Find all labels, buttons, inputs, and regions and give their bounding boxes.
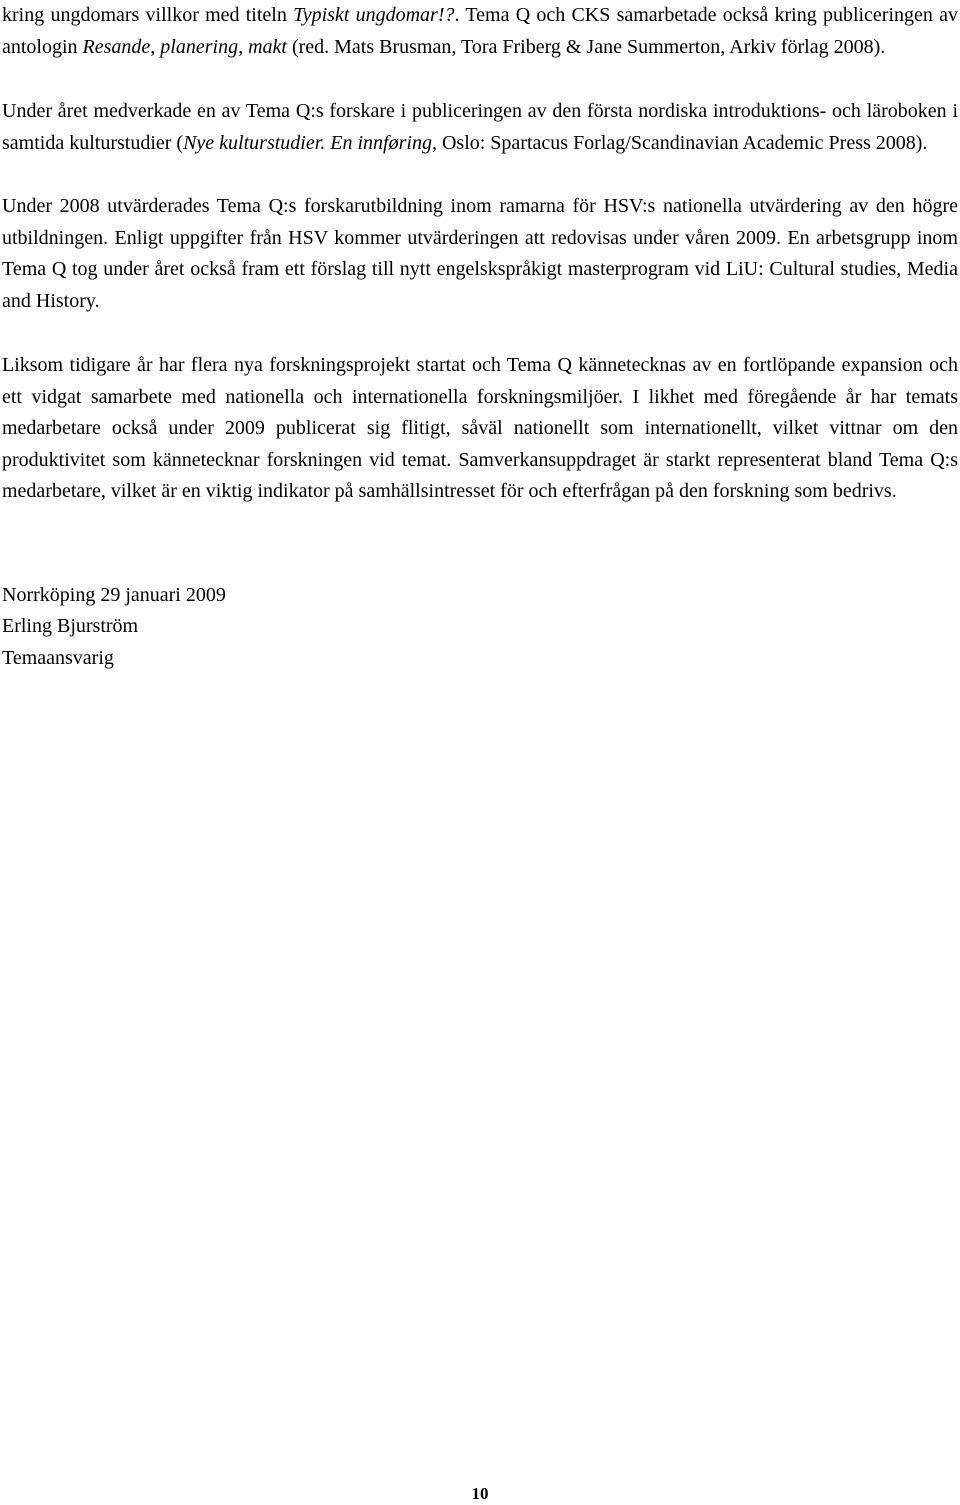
page-number: 10 bbox=[471, 1484, 489, 1503]
signoff-place-date: Norrköping 29 januari 2009 bbox=[2, 583, 226, 606]
title-resande-planering-makt: Resande, planering, makt bbox=[82, 35, 287, 58]
title-nye-kulturstudier: Nye kulturstudier. En innføring bbox=[183, 131, 432, 154]
document-page bbox=[2, 0, 958, 674]
paragraph-utvardering bbox=[2, 191, 958, 317]
paragraph-forskningsprojekt bbox=[2, 350, 958, 508]
paragraph-text: (red. Mats Brusman, Tora Friberg & Jane Summerton, Arkiv förlag 2008). bbox=[286, 35, 886, 58]
paragraph-text: . Tema Q och CKS samarbetade också kring publiceringen av antologin bbox=[2, 4, 959, 58]
paragraph-text: , Oslo: Spartacus Forlag/Scandinavian Academic Press 2008). bbox=[431, 131, 928, 154]
title-typiskt-ungdomar: Typiskt ungdomar!? bbox=[293, 4, 455, 26]
signoff-name: Erling Bjurström bbox=[2, 615, 139, 637]
paragraph-text: Under året medverkade en av Tema Q:s forskare i publiceringen av den första nordiska introduktions- och läroboken i samtida kulturstudier ( bbox=[2, 100, 958, 154]
paragraph-text: kring ungdomars villkor med titeln bbox=[2, 4, 294, 26]
signoff-role: Temaansvarig bbox=[2, 646, 114, 669]
paragraph-text: Under 2008 utvärderades Tema Q:s forskarutbildning inom ramarna för HSV:s nationella utvärdering av den högre utbildningen. Enligt uppgifter från HSV kommer utvärderingen att redovisas under våren 2009. En arbetsgrupp inom Tema Q tog under året också fram ett förslag till nytt engelskspråkigt masterprogram vid LiU: Cultural studies, Media and History. bbox=[2, 195, 958, 312]
signoff-block bbox=[2, 580, 958, 675]
paragraph-larobok bbox=[2, 96, 958, 159]
paragraph-text: Liksom tidigare år har flera nya forskningsprojekt startat och Tema Q kännetecknas av en fortlöpande expansion och ett vidgat samarbete med nationella och internationella forskningsmiljöer. I likhet med föregående år har temats medarbetare också under 2009 publicerat sig flitigt, såväl nationellt som internationellt, vilket vittnar om den produktivitet som kännetecknar forskningen vid temat. Samverkansuppdraget är starkt representerat bland Tema Q:s medarbetare, vilket är en viktig indikator på samhällsintresset för och efterfrågan på den forskning som bedrivs. bbox=[2, 354, 958, 502]
paragraph-antologi bbox=[2, 0, 958, 63]
